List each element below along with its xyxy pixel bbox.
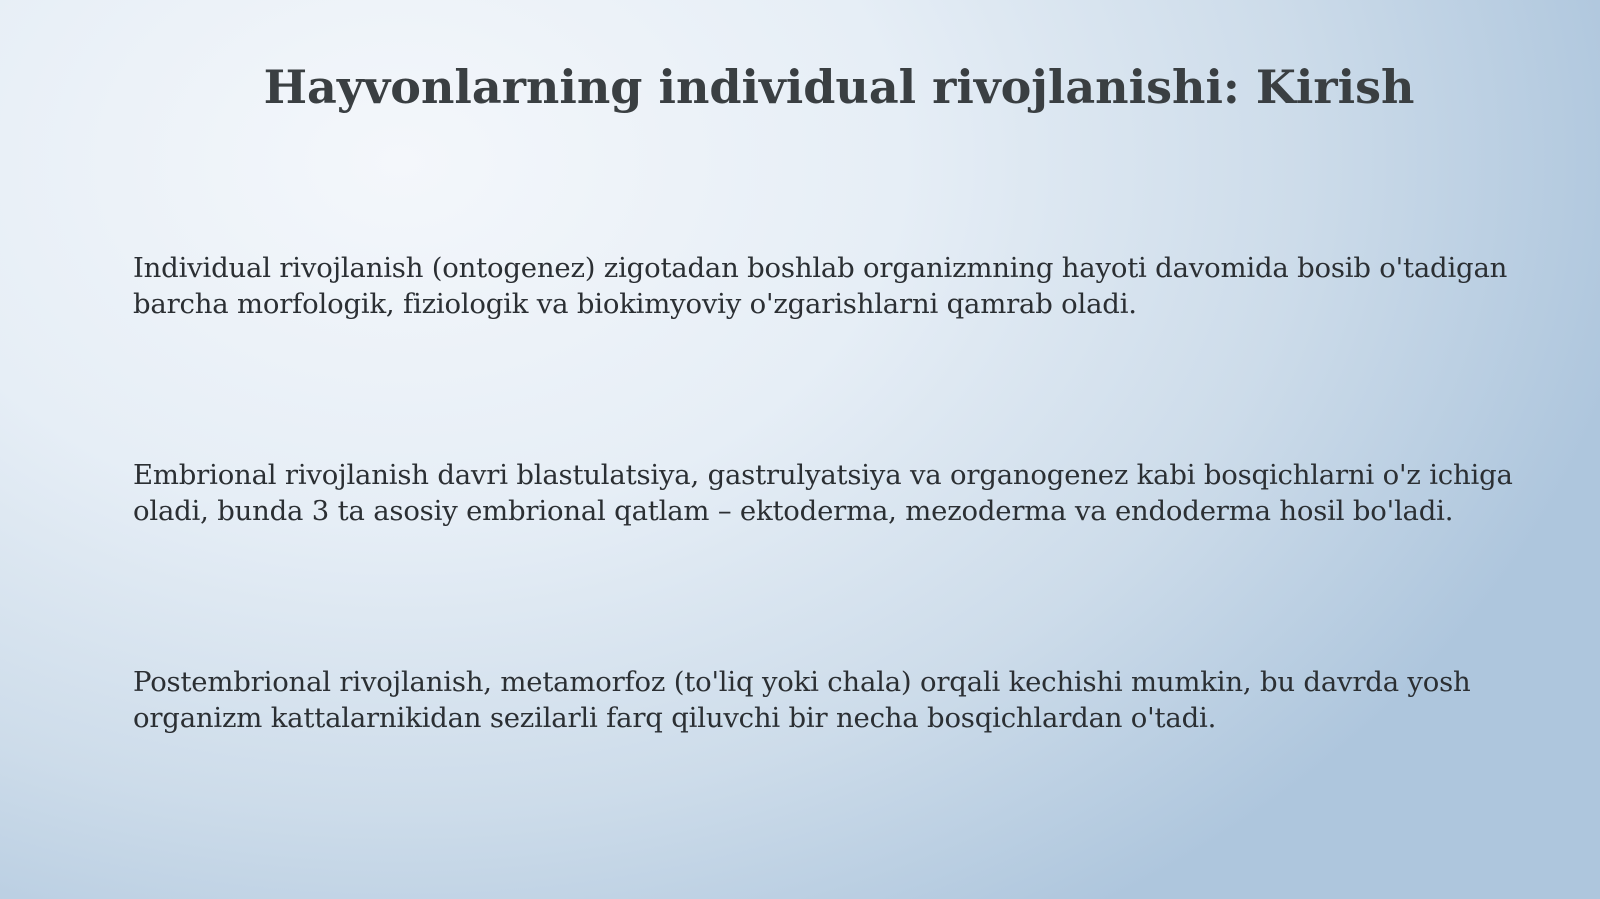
slide-title: Hayvonlarning individual rivojlanishi: Kirish (263, 60, 1415, 114)
paragraph-ontogenesis: Individual rivojlanish (ontogenez) zigotadan boshlab organizmning hayoti davomida bosib o'tadigan barcha morfologik, fiziologik va biokimyoviy o'zgarishlarni qamrab oladi. (133, 252, 1508, 320)
paragraph-postembryonic: Postembrional rivojlanish, metamorfoz (to'liq yoki chala) orqali kechishi mumkin, bu davrda yosh organizm kattalarnikidan sezilarli farq qiluvchi bir necha bosqichlardan o'tadi. (133, 666, 1471, 734)
paragraph-embryonic: Embrional rivojlanish davri blastulatsiya, gastrulyatsiya va organogenez kabi bosqichlarni o'z ichiga oladi, bunda 3 ta asosiy embrional qatlam – ektoderma, mezoderma va endoderma hosil bo'ladi. (133, 459, 1513, 527)
